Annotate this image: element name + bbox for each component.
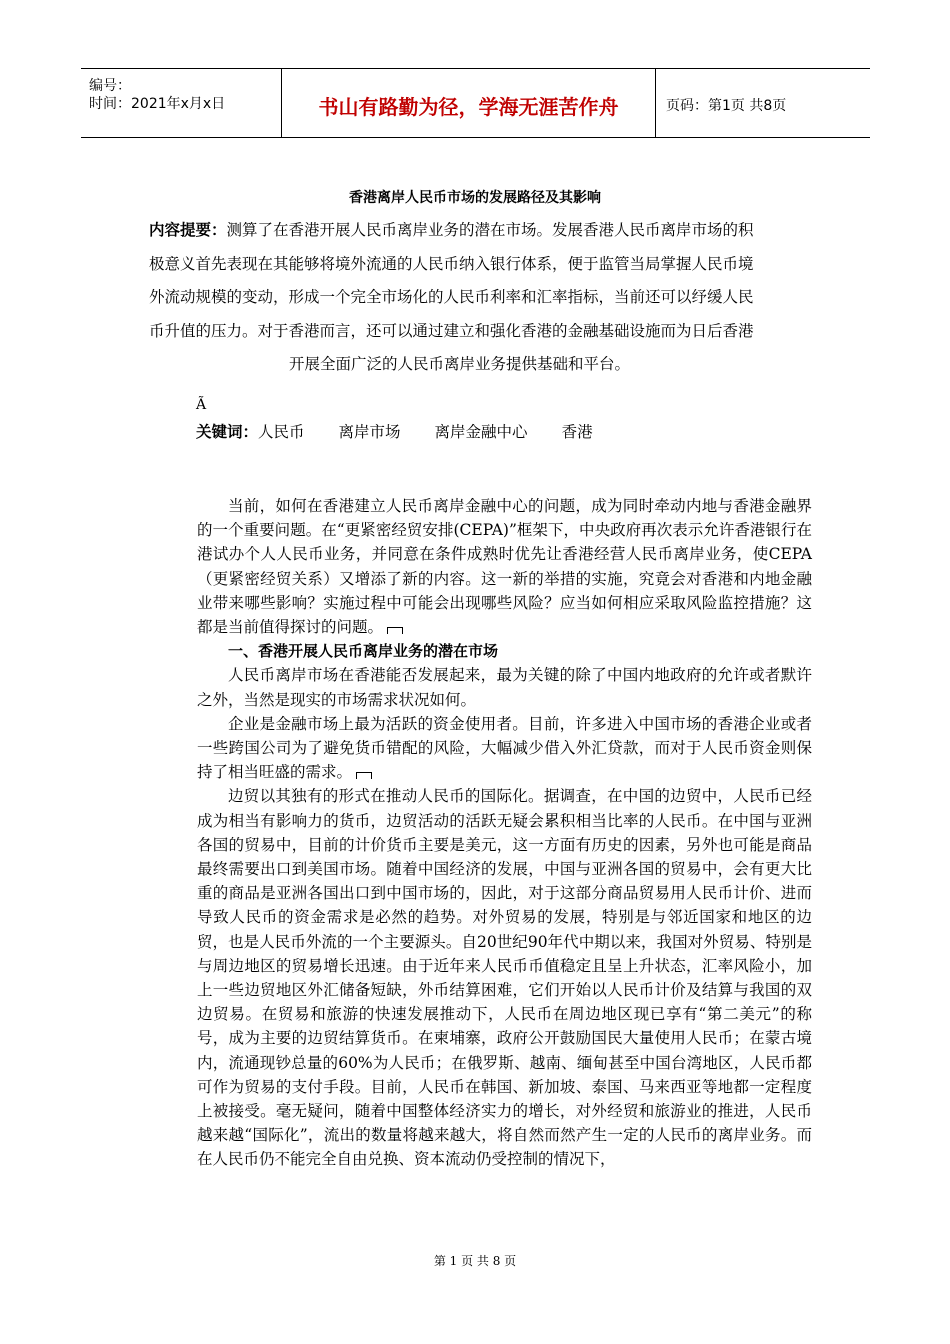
paragraph: 企业是金融市场上最为活跃的资金使用者。目前，许多进入中国市场的香港企业或者一些跨国公司为了避免货币错配的风险，大幅减少借入外汇贷款，而对于人民币资金则保持了相当旺盛的需求。 — [197, 714, 812, 782]
section-heading: 一、香港开展人民币离岸业务的潜在市场 — [228, 642, 499, 661]
abstract-line: 极意义首先表现在其能够将境外流通的人民币纳入银行体系，便于监管当局掌握人民币境 — [149, 254, 754, 273]
body-text — [197, 494, 812, 1172]
header-page-cell — [656, 69, 870, 137]
keywords — [196, 420, 627, 442]
abstract — [149, 214, 809, 382]
keyword: 人民币 — [258, 423, 305, 441]
keyword: 离岸市场 — [338, 423, 401, 441]
header-info-cell — [81, 69, 282, 137]
paragraph: 人民币离岸市场在香港能否发展起来，最为关键的除了中国内地政府的允许或者默许之外，当然是现实的市场需求状况如何。 — [197, 666, 812, 709]
keyword: 香港 — [561, 423, 593, 441]
document-header — [81, 68, 870, 138]
page-footer: 第 1 页 共 8 页 — [433, 1254, 517, 1268]
paragraph-mark-icon — [356, 772, 372, 779]
page-info: 页码：第1页 共8页 — [666, 98, 787, 114]
paragraph: 当前，如何在香港建立人民币离岸金融中心的问题，成为同时牵动内地与香港金融界的一个重要问题。在“更紧密经贸安排(CEPA)”框架下，中央政府再次表示允许香港银行在港试办个人人民币业务，并同意在条件成熟时优先让香港经营人民币离岸业务，使CEPA（更紧密经贸关系）又增添了新的内容。这一新的举措的实施，究竟会对香港和内地金融业带来哪些影响？实施过程中可能会出现哪些风险？应当如何相应采取风险监控措施？这都是当前值得探讨的问题。 — [197, 497, 812, 637]
abstract-line: 外流动规模的变动，形成一个完全市场化的人民币利率和汇率指标，当前还可以纾缓人民 — [149, 288, 754, 307]
abstract-line: 内容提要：测算了在香港开展人民币离岸业务的潜在市场。发展香港人民币离岸市场的积 — [149, 221, 754, 239]
keywords-label: 关键词： — [196, 423, 259, 441]
code-label: 编号： — [89, 78, 131, 94]
document-title: 香港离岸人民币市场的发展路径及其影响 — [349, 190, 601, 206]
paragraph-mark-icon — [387, 627, 403, 634]
header-motto-cell — [282, 69, 656, 137]
abstract-line: 开展全面广泛的人民币离岸业务提供基础和平台。 — [289, 355, 631, 374]
abstract-line: 币升值的压力。对于香港而言，还可以通过建立和强化香港的金融基础设施而为日后香港 — [149, 321, 754, 340]
time-label: 时间：2021年x月x日 — [89, 96, 226, 112]
keyword: 离岸金融中心 — [434, 423, 528, 441]
paragraph: 边贸以其独有的形式在推动人民币的国际化。据调查，在中国的边贸中，人民币已经成为相当有影响力的货币，边贸活动的活跃无疑会累积相当比率的人民币。在中国与亚洲各国的贸易中，目前的计价货币主要是美元，这一方面有历史的因素，另外也可能是商品最终需要出口到美国市场。随着中国经济的发展，中国与亚洲各国的贸易中，会有更大比重的商品是亚洲各国出口到中国市场的，因此，对于这部分商品贸易用人民币计价、进而导致人民币的资金需求是必然的趋势。对外贸易的发展，特别是与邻近国家和地区的边贸，也是人民币外流的一个主要源头。自20世纪90年代中期以来，我国对外贸易、特别是与周边地区的贸易增长迅速。由于近年来人民币币值稳定且呈上升状态，汇率风险小，加上一些边贸地区外汇储备短缺，外币结算困难，它们开始以人民币计价及结算与我国的双边贸易。在贸易和旅游的快速发展推动下，人民币在周边地区现已享有“第二美元”的称号，成为主要的边贸结算货币。在柬埔寨，政府公开鼓励国民大量使用人民币；在蒙古境内，流通现钞总量的60%为人民币；在俄罗斯、越南、缅甸甚至中国台湾地区，人民币都可作为贸易的支付手段。目前，人民币在韩国、新加坡、泰国、马来西亚等地都一定程度上被接受。毫无疑问，随着中国整体经济实力的增长，对外经贸和旅游业的推进，人民币越来越“国际化”，流出的数量将越来越大，将自然而然产生一定的人民币的离岸业务。而在人民币仍不能完全自由兑换、资本流动仍受控制的情况下， — [197, 787, 812, 1169]
motto: 书山有路勤为径，学海无涯苦作舟 — [318, 95, 619, 119]
stray-glyph: Ã — [196, 397, 207, 413]
abstract-label: 内容提要： — [149, 221, 227, 239]
